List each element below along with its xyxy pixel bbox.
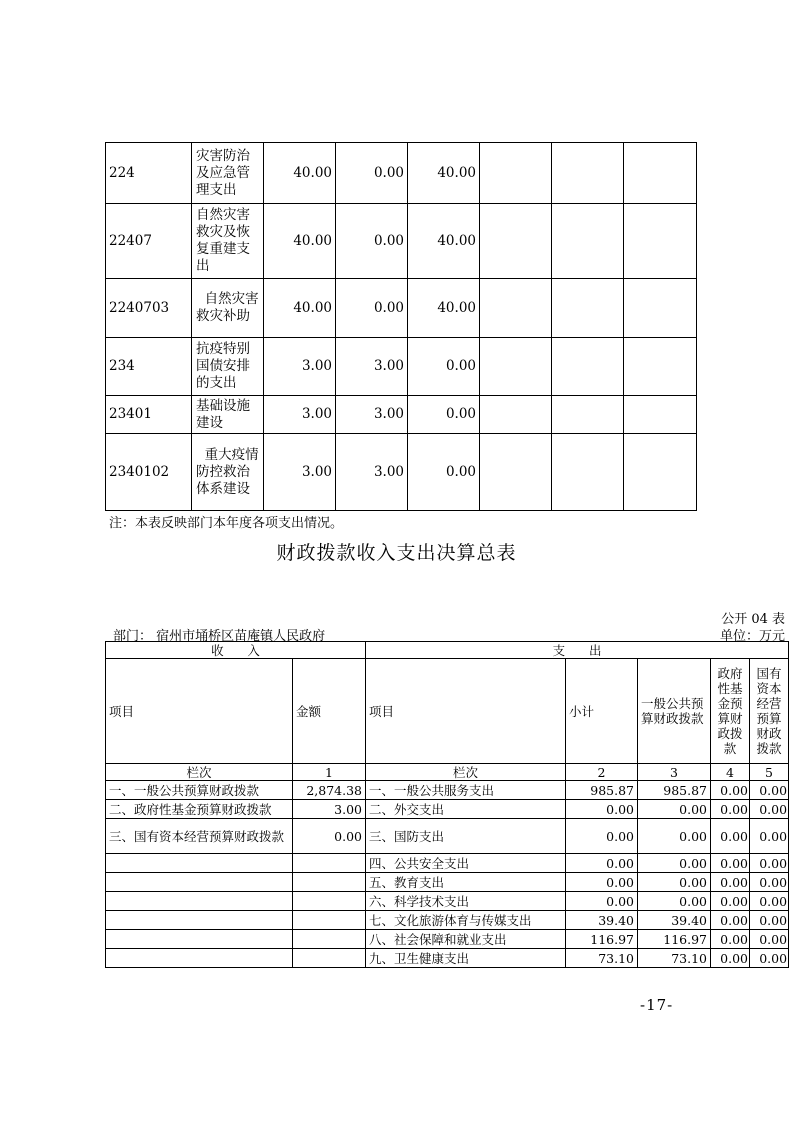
empty-cell xyxy=(624,204,697,279)
general-header: 一般公共预算财政拨款 xyxy=(638,659,711,764)
expense-fund: 0.00 xyxy=(711,819,750,854)
expense-fund: 0.00 xyxy=(711,930,750,949)
expense-item: 六、科学技术支出 xyxy=(366,892,566,911)
expense-item: 三、国防支出 xyxy=(366,819,566,854)
table-row xyxy=(106,434,697,511)
income-amount xyxy=(293,949,366,968)
row-basic: 0.00 xyxy=(336,204,408,279)
empty-cell xyxy=(552,279,624,338)
expense-subtotal: 0.00 xyxy=(566,819,638,854)
expense-item: 九、卫生健康支出 xyxy=(366,949,566,968)
income-item: 二、政府性基金预算财政拨款 xyxy=(106,800,293,819)
expense-general: 39.40 xyxy=(638,911,711,930)
table-row xyxy=(106,781,789,800)
expense-state: 0.00 xyxy=(750,873,789,892)
expense-subtotal: 0.00 xyxy=(566,854,638,873)
empty-cell xyxy=(552,396,624,434)
expense-state: 0.00 xyxy=(750,781,789,800)
table-row xyxy=(106,930,789,949)
income-amount xyxy=(293,911,366,930)
income-item: 一、一般公共预算财政拨款 xyxy=(106,781,293,800)
table-row xyxy=(106,892,789,911)
empty-cell xyxy=(624,143,697,204)
header-row xyxy=(106,659,789,764)
row-total: 3.00 xyxy=(264,396,336,434)
row-code: 22407 xyxy=(106,204,192,279)
summary-table xyxy=(105,641,789,968)
income-item: 三、国有资本经营预算财政拨款 xyxy=(106,819,293,854)
empty-cell xyxy=(624,434,697,511)
expense-general: 0.00 xyxy=(638,800,711,819)
row-total: 40.00 xyxy=(264,204,336,279)
item-header-2: 项目 xyxy=(366,659,566,764)
expense-subtotal: 73.10 xyxy=(566,949,638,968)
col-index: 1 xyxy=(293,764,366,781)
row-code: 2340102 xyxy=(106,434,192,511)
row-basic: 3.00 xyxy=(336,434,408,511)
empty-cell xyxy=(480,143,552,204)
row-total: 40.00 xyxy=(264,143,336,204)
row-total: 3.00 xyxy=(264,434,336,511)
expense-state: 0.00 xyxy=(750,930,789,949)
page-title: 财政拨款收入支出决算总表 xyxy=(276,542,517,564)
unit-label: 单位：万元 xyxy=(719,629,785,644)
expense-general: 0.00 xyxy=(638,873,711,892)
table-row xyxy=(106,911,789,930)
row-basic: 0.00 xyxy=(336,279,408,338)
income-amount xyxy=(293,873,366,892)
expense-fund: 0.00 xyxy=(711,781,750,800)
header-row xyxy=(106,642,789,659)
expense-header: 支 出 xyxy=(366,642,789,659)
row-basic: 3.00 xyxy=(336,338,408,396)
expense-fund: 0.00 xyxy=(711,800,750,819)
expense-fund: 0.00 xyxy=(711,854,750,873)
col-index: 2 xyxy=(566,764,638,781)
empty-cell xyxy=(480,396,552,434)
expense-general: 0.00 xyxy=(638,819,711,854)
expense-general: 73.10 xyxy=(638,949,711,968)
row-name: 抗疫特别国债安排的支出 xyxy=(192,338,264,396)
col-label-2: 栏次 xyxy=(366,764,566,781)
amount-header: 金额 xyxy=(293,659,366,764)
row-project: 0.00 xyxy=(408,434,480,511)
expense-item: 五、教育支出 xyxy=(366,873,566,892)
empty-cell xyxy=(480,279,552,338)
table-row xyxy=(106,873,789,892)
expense-subtotal: 0.00 xyxy=(566,892,638,911)
row-name: 重大疫情防控救治体系建设 xyxy=(192,434,264,511)
row-project: 40.00 xyxy=(408,204,480,279)
expense-fund: 0.00 xyxy=(711,911,750,930)
expense-subtotal: 0.00 xyxy=(566,800,638,819)
row-name: 自然灾害救灾补助 xyxy=(192,279,264,338)
col-index: 5 xyxy=(750,764,789,781)
income-amount: 3.00 xyxy=(293,800,366,819)
expense-subtotal: 0.00 xyxy=(566,873,638,892)
table-row xyxy=(106,338,697,396)
row-project: 0.00 xyxy=(408,396,480,434)
empty-cell xyxy=(480,204,552,279)
page-number: -17- xyxy=(640,996,674,1014)
col-index: 4 xyxy=(711,764,750,781)
income-item xyxy=(106,854,293,873)
col-index: 3 xyxy=(638,764,711,781)
expense-general: 0.00 xyxy=(638,892,711,911)
row-total: 3.00 xyxy=(264,338,336,396)
income-item xyxy=(106,873,293,892)
table-row xyxy=(106,949,789,968)
income-amount: 2,874.38 xyxy=(293,781,366,800)
expense-general: 985.87 xyxy=(638,781,711,800)
expense-state: 0.00 xyxy=(750,911,789,930)
expense-state: 0.00 xyxy=(750,819,789,854)
income-amount xyxy=(293,892,366,911)
expense-general: 0.00 xyxy=(638,854,711,873)
empty-cell xyxy=(624,279,697,338)
income-amount xyxy=(293,930,366,949)
expense-detail-table xyxy=(105,142,697,511)
row-basic: 3.00 xyxy=(336,396,408,434)
department-label: 部门： 宿州市埇桥区苗庵镇人民政府 xyxy=(113,629,326,644)
expense-fund: 0.00 xyxy=(711,949,750,968)
row-project: 0.00 xyxy=(408,338,480,396)
expense-state: 0.00 xyxy=(750,949,789,968)
expense-item: 八、社会保障和就业支出 xyxy=(366,930,566,949)
empty-cell xyxy=(480,434,552,511)
expense-subtotal: 39.40 xyxy=(566,911,638,930)
empty-cell xyxy=(552,143,624,204)
empty-cell xyxy=(624,338,697,396)
expense-item: 七、文化旅游体育与传媒支出 xyxy=(366,911,566,930)
row-name: 基础设施建设 xyxy=(192,396,264,434)
row-code: 23401 xyxy=(106,396,192,434)
table-note: 注：本表反映部门本年度各项支出情况。 xyxy=(109,516,344,531)
row-basic: 0.00 xyxy=(336,143,408,204)
income-item xyxy=(106,949,293,968)
expense-fund: 0.00 xyxy=(711,892,750,911)
income-item xyxy=(106,930,293,949)
expense-state: 0.00 xyxy=(750,892,789,911)
state-header: 国有资本经营预算财政拨款 xyxy=(750,659,789,764)
table-row xyxy=(106,279,697,338)
item-header: 项目 xyxy=(106,659,293,764)
income-header: 收 入 xyxy=(106,642,366,659)
table-row xyxy=(106,800,789,819)
subtotal-header: 小计 xyxy=(566,659,638,764)
empty-cell xyxy=(552,338,624,396)
expense-general: 116.97 xyxy=(638,930,711,949)
empty-cell xyxy=(480,338,552,396)
row-code: 2240703 xyxy=(106,279,192,338)
row-project: 40.00 xyxy=(408,279,480,338)
expense-state: 0.00 xyxy=(750,854,789,873)
expense-item: 一、一般公共服务支出 xyxy=(366,781,566,800)
row-name: 自然灾害救灾及恢复重建支出 xyxy=(192,204,264,279)
empty-cell xyxy=(552,434,624,511)
row-project: 40.00 xyxy=(408,143,480,204)
table-row xyxy=(106,854,789,873)
table-row xyxy=(106,396,697,434)
income-item xyxy=(106,892,293,911)
col-label: 栏次 xyxy=(106,764,293,781)
income-amount: 0.00 xyxy=(293,819,366,854)
empty-cell xyxy=(552,204,624,279)
income-amount xyxy=(293,854,366,873)
form-number: 公开 04 表 xyxy=(721,612,785,627)
expense-subtotal: 985.87 xyxy=(566,781,638,800)
row-total: 40.00 xyxy=(264,279,336,338)
expense-item: 四、公共安全支出 xyxy=(366,854,566,873)
income-item xyxy=(106,911,293,930)
table-row xyxy=(106,819,789,854)
column-index-row xyxy=(106,764,789,781)
row-name: 灾害防治及应急管理支出 xyxy=(192,143,264,204)
table-row xyxy=(106,204,697,279)
row-code: 224 xyxy=(106,143,192,204)
expense-state: 0.00 xyxy=(750,800,789,819)
fund-header: 政府性基金预算财政拨款 xyxy=(711,659,750,764)
expense-fund: 0.00 xyxy=(711,873,750,892)
expense-item: 二、外交支出 xyxy=(366,800,566,819)
table-row xyxy=(106,143,697,204)
empty-cell xyxy=(624,396,697,434)
row-code: 234 xyxy=(106,338,192,396)
expense-subtotal: 116.97 xyxy=(566,930,638,949)
